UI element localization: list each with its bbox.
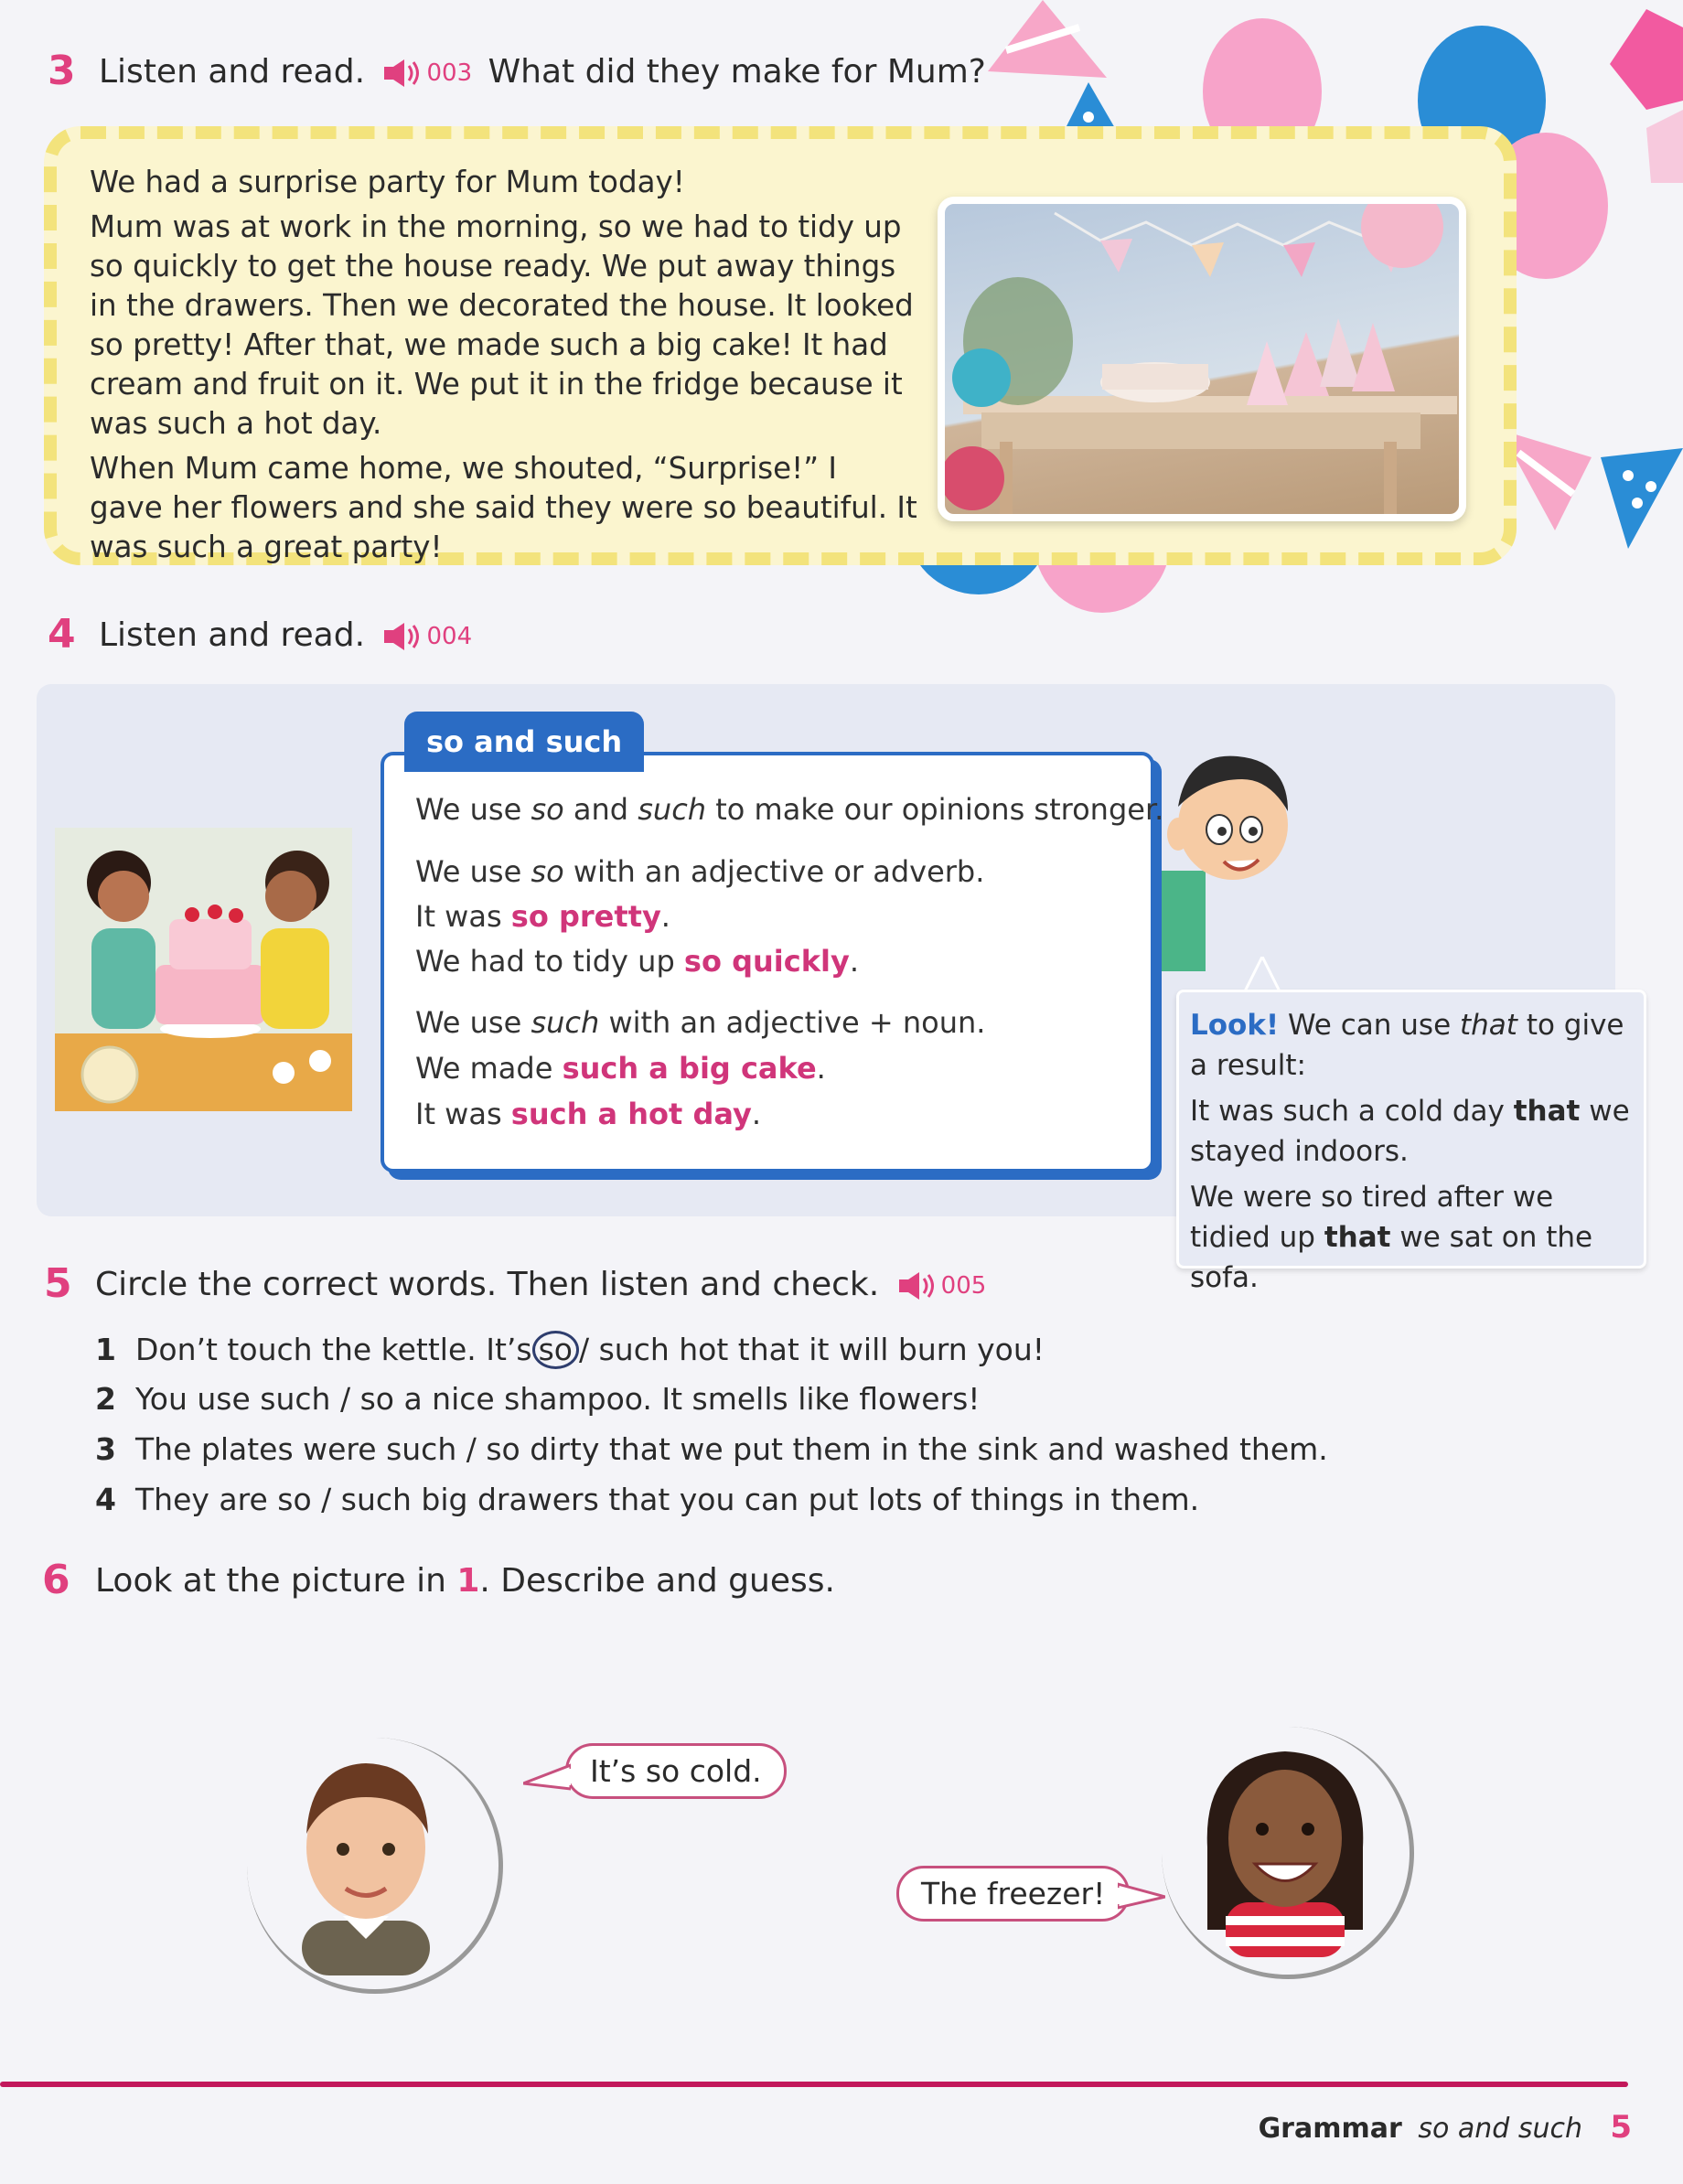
example-text: It was (415, 899, 511, 934)
look-text: we sat on the sofa. (1190, 1221, 1593, 1294)
exercise-3-title: Listen and read. (99, 53, 366, 91)
exercise-6-title-start: Look at the picture in (95, 1562, 457, 1600)
such-rule-part: with an adjective + noun. (599, 1005, 986, 1040)
exercise-6-heading (95, 1562, 835, 1600)
look-keyword: that (1324, 1221, 1391, 1254)
item-number: 3 (95, 1431, 116, 1467)
such-example-2 (415, 1097, 761, 1131)
exercise-5-item-4 (95, 1482, 1199, 1517)
so-example-2 (415, 944, 859, 979)
footer-label (1259, 2113, 1582, 2145)
look-example-2 (1190, 1177, 1633, 1298)
girl-avatar (1189, 1729, 1381, 1957)
option-separator: / (578, 1332, 590, 1367)
look-keyword: that (1513, 1095, 1581, 1128)
footer-divider (0, 2082, 1628, 2087)
exercise-6-reference[interactable]: 1 (456, 1562, 480, 1600)
rule-intro-part: We use (415, 792, 531, 827)
exercise-4-title: Listen and read. (99, 616, 366, 654)
item-text: Don’t touch the kettle. It’s (135, 1332, 532, 1367)
exercise-5-title: Circle the correct words. Then listen and check. (95, 1266, 880, 1303)
rule-intro (415, 792, 1163, 827)
option-separator: / (330, 1381, 360, 1417)
rule-intro-part: and (563, 792, 638, 827)
example-text: We made (415, 1051, 563, 1086)
look-text: We were so tired after we tidied up (1190, 1181, 1554, 1254)
item-text: big drawers that you can put lots of things in them. (411, 1482, 1200, 1517)
option-separator: / (456, 1431, 487, 1467)
item-text: dirty that we put them in the sink and washed them. (520, 1431, 1328, 1467)
look-keyword: that (1460, 1009, 1517, 1042)
exercise-5-heading (95, 1266, 986, 1303)
girls-cake-illustration (55, 828, 352, 1111)
item-number: 2 (95, 1381, 116, 1417)
so-rule-part: with an adjective or adverb. (563, 854, 985, 889)
exercise-6-number: 6 (42, 1557, 70, 1603)
audio-005[interactable] (897, 1270, 987, 1301)
rule-box-title: so and such (404, 712, 644, 772)
party-table-illustration (945, 204, 1459, 514)
such-rule-keyword: such (531, 1005, 600, 1040)
bubble-tail-boy (523, 1763, 571, 1791)
exercise-6-title-end: . Describe and guess. (479, 1562, 835, 1600)
rule-intro-so: so (531, 792, 564, 827)
speech-bubble-boy: It’s so cold. (565, 1743, 787, 1799)
item-text: They are (135, 1482, 278, 1517)
item-number: 1 (95, 1332, 116, 1367)
exercise-4-heading (99, 616, 472, 654)
example-text: We had to tidy up (415, 944, 684, 979)
such-rule (415, 1005, 985, 1040)
look-text: It was such a cold day (1190, 1095, 1514, 1128)
exercise-5-item-1 (95, 1331, 1045, 1369)
item-text: The plates were (135, 1431, 387, 1467)
example-highlight: such a big cake (562, 1051, 817, 1086)
look-text: we stayed indoors. (1190, 1095, 1630, 1168)
option[interactable]: so (486, 1431, 520, 1467)
item-text: hot that it will burn you! (669, 1332, 1045, 1367)
so-rule-part: We use (415, 854, 531, 889)
reading-paragraph-2: Mum was at work in the morning, so we had to tidy up so quickly to get the house ready. We put away things in the drawers. Then we decorated the house. It looked so pretty! After that, we made such a big cake! It had cream and fruit on it. We put it in the fridge because it was such a hot day. (90, 209, 914, 441)
boy-peeking-illustration (1151, 743, 1306, 971)
option[interactable]: so (277, 1482, 312, 1517)
rule-intro-part: to make our opinions stronger. (706, 792, 1164, 827)
so-example-1 (415, 899, 670, 934)
rule-intro-such: such (638, 792, 707, 827)
so-rule-keyword: so (531, 854, 564, 889)
option[interactable]: so (359, 1381, 394, 1417)
audio-track-003: 003 (426, 59, 473, 87)
speech-bubble-girl: The freezer! (896, 1866, 1130, 1922)
example-text: . (849, 944, 859, 979)
item-text: You use (135, 1381, 261, 1417)
example-text: . (816, 1051, 826, 1086)
boy-avatar (274, 1747, 457, 1975)
footer-section: Grammar (1258, 2113, 1402, 2145)
exercise-5-item-2 (95, 1381, 981, 1417)
speaker-icon (382, 621, 423, 652)
look-label: Look! (1190, 1009, 1280, 1042)
such-rule-part: We use (415, 1005, 531, 1040)
reading-paragraph-3: When Mum came home, we shouted, “Surprise!” I gave her flowers and she said they were so beautiful. It was such a great party! (90, 451, 917, 564)
speaker-icon (382, 58, 423, 89)
footer-topic: so and such (1418, 2113, 1582, 2145)
example-text: . (751, 1097, 761, 1131)
example-highlight: so quickly (683, 944, 850, 979)
exercise-5-number: 5 (44, 1260, 72, 1307)
look-text: We can use (1287, 1009, 1460, 1042)
look-example-1 (1190, 1091, 1633, 1172)
example-highlight: so pretty (510, 899, 661, 934)
look-box-pointer (1244, 957, 1281, 993)
look-text: to give a result: (1190, 1009, 1624, 1082)
exercise-4-number: 4 (48, 611, 76, 658)
look-intro (1190, 1005, 1633, 1086)
exercise-3-heading (99, 53, 986, 91)
example-text: . (660, 899, 670, 934)
reading-paragraph-1: We had a surprise party for Mum today! (90, 165, 685, 199)
exercise-5-item-3 (95, 1431, 1328, 1467)
speaker-icon (897, 1270, 938, 1301)
look-box (1176, 990, 1646, 1294)
audio-track-005: 005 (940, 1272, 987, 1300)
so-rule (415, 854, 984, 889)
such-example-1 (415, 1051, 826, 1086)
audio-003[interactable] (382, 58, 472, 89)
option[interactable]: such (386, 1431, 457, 1467)
item-number: 4 (95, 1482, 116, 1517)
page-number: 5 (1610, 2109, 1632, 2146)
audio-004[interactable] (382, 621, 472, 652)
example-text: It was (415, 1097, 511, 1131)
option[interactable]: such (340, 1482, 412, 1517)
reading-text (90, 163, 917, 573)
option[interactable]: such (260, 1381, 331, 1417)
option-circled[interactable]: so (532, 1331, 579, 1369)
exercise-3-question: What did they make for Mum? (488, 53, 986, 91)
option[interactable]: such (598, 1332, 670, 1367)
exercise-3-number: 3 (48, 48, 76, 94)
audio-track-004: 004 (426, 623, 473, 650)
bubble-tail-girl (1118, 1882, 1165, 1910)
item-text: a nice shampoo. It smells like flowers! (393, 1381, 981, 1417)
example-highlight: such a hot day (510, 1097, 752, 1131)
party-photo (938, 197, 1466, 521)
option-separator: / (311, 1482, 341, 1517)
